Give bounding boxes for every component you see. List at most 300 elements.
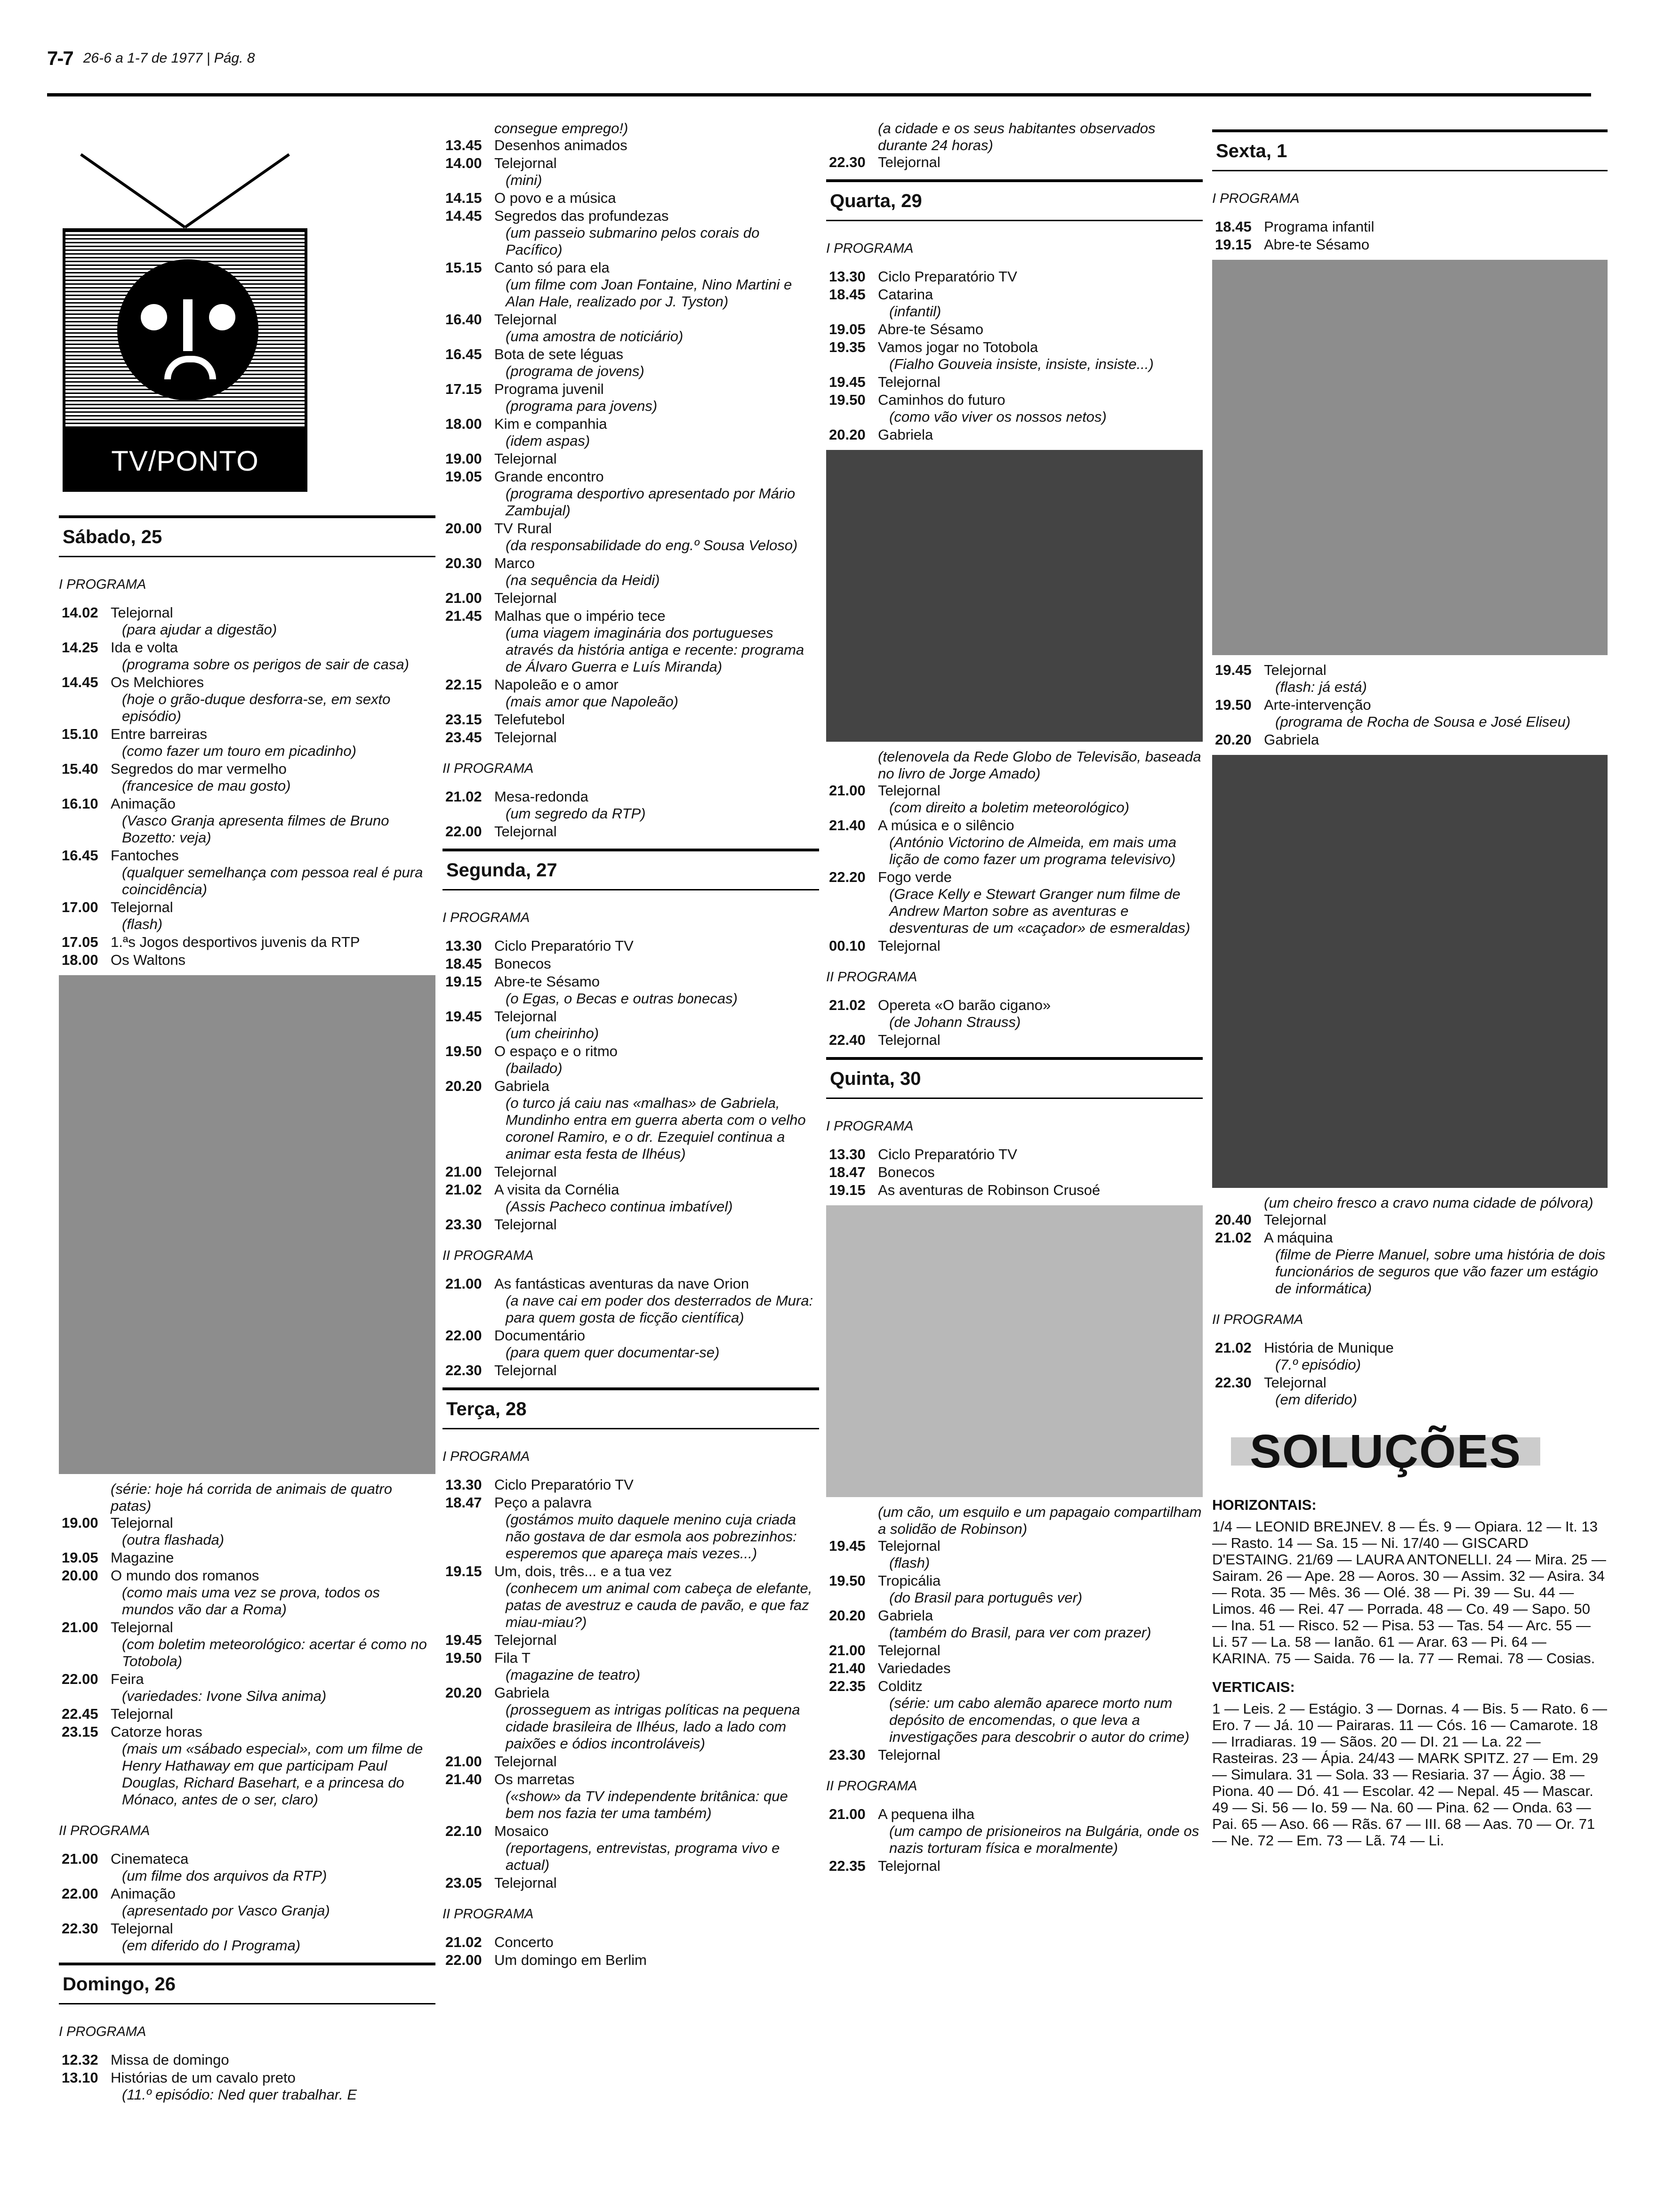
schedule-entry [1212, 662, 1608, 696]
schedule-entry [826, 286, 1203, 320]
entry-time: 14.15 [445, 190, 482, 206]
entry-time: 13.30 [829, 1146, 866, 1162]
schedule-entry [442, 1934, 819, 1951]
entry-time: 20.20 [1215, 731, 1252, 748]
entry-description: (flash) [122, 916, 163, 932]
entry-title: Vamos jogar no Totobola [878, 339, 1038, 355]
entry-time: 18.45 [1215, 218, 1252, 235]
entry-description: (o turco já caiu nas «malhas» de Gabriela, Mundinho entra em guerra aberta com o velho coronel Ramiro, e o dr. Ezequiel continua a animar esta festa de Ilhéus) [506, 1095, 806, 1162]
schedule-entry [442, 190, 819, 207]
entry-description: (Vasco Granja apresenta filmes de Bruno Bozetto: veja) [122, 812, 389, 846]
tv-ponto-label: TV/PONTO [63, 431, 307, 492]
entry-time: 18.45 [829, 286, 866, 303]
entry-title: Programa juvenil [494, 381, 604, 397]
entry-title: Fantoches [111, 847, 179, 864]
entry-time: 19.35 [829, 339, 866, 355]
list-quinta-2 [826, 1538, 1203, 1763]
entry-time: 22.40 [829, 1032, 866, 1048]
entry-title: Catorze horas [111, 1723, 202, 1740]
entry-description: (a nave cai em poder dos desterrados de Mura: para quem gosta de ficção científica) [506, 1292, 813, 1326]
schedule-entry [826, 154, 1203, 171]
photo-caption: (um cão, um esquilo e um papagaio compartilham a solidão de Robinson) [878, 1504, 1202, 1537]
entry-title: O mundo dos romanos [111, 1567, 259, 1584]
schedule-entry [826, 1146, 1203, 1163]
entry-time: 22.00 [62, 1885, 98, 1902]
entry-description: (apresentado por Vasco Granja) [122, 1902, 330, 1919]
schedule-entry [442, 311, 819, 345]
schedule-entry [442, 1362, 819, 1379]
entry-time: 23.15 [62, 1723, 98, 1740]
schedule-entry [442, 1327, 819, 1361]
entry-time: 19.50 [445, 1650, 482, 1666]
entry-title: Telejornal [494, 450, 557, 467]
schedule-entry [442, 555, 819, 589]
schedule-entry [442, 1494, 819, 1562]
schedule-entry [59, 795, 435, 846]
schedule-entry [442, 416, 819, 449]
entry-time: 22.00 [62, 1671, 98, 1687]
entry-title: Catarina [878, 286, 933, 303]
entry-time: 12.32 [62, 2052, 98, 2068]
entry-title: Abre-te Sésamo [494, 973, 600, 990]
entry-title: Ciclo Preparatório TV [878, 1146, 1017, 1162]
entry-title: Telejornal [494, 155, 557, 171]
schedule-entry [59, 674, 435, 725]
schedule-entry [59, 934, 435, 951]
entry-title: Variedades [878, 1660, 951, 1676]
entry-title: Telejornal [878, 1538, 941, 1554]
entry-description: (António Victorino de Almeida, em mais uma lição de como fazer um programa televisivo) [889, 834, 1176, 867]
entry-time: 21.02 [445, 1934, 482, 1950]
schedule-entry [442, 208, 819, 258]
day-heading-domingo: Domingo, 26 [59, 1963, 435, 2004]
entry-time: 19.05 [62, 1549, 98, 1566]
schedule-entry [442, 1563, 819, 1631]
entry-title: Telejornal [878, 938, 941, 954]
entry-time: 22.10 [445, 1823, 482, 1839]
entry-title: Gabriela [878, 1607, 933, 1624]
column-4 [1212, 115, 1611, 1849]
antenna-right-icon [184, 153, 290, 229]
day-heading-segunda: Segunda, 27 [442, 849, 819, 890]
list-sexta-2 [1212, 662, 1608, 748]
entry-description: (flash) [889, 1555, 930, 1571]
entry-title: Peço a palavra [494, 1494, 592, 1511]
schedule-entry [442, 1875, 819, 1891]
entry-title: Opereta «O barão cigano» [878, 997, 1051, 1013]
entry-description: (um filme dos arquivos da RTP) [122, 1867, 327, 1884]
entry-time: 22.20 [829, 869, 866, 885]
programa-label: I PROGRAMA [1212, 191, 1300, 206]
entry-time: 18.00 [445, 416, 482, 432]
schedule-entry [442, 1181, 819, 1215]
entry-title: Gabriela [878, 426, 933, 443]
entry-title: Gabriela [494, 1684, 550, 1701]
schedule-entry [1212, 731, 1608, 748]
schedule-entry [442, 1216, 819, 1233]
schedule-entry [826, 392, 1203, 425]
entry-description: (Grace Kelly e Stewart Granger num filme de Andrew Marton sobre as aventuras e desventuras de um «caçador» de esmeraldas) [889, 886, 1190, 936]
entry-time: 18.00 [62, 952, 98, 968]
schedule-entry [442, 823, 819, 840]
entry-description: (um passeio submarino pelos corais do Pacífico) [506, 224, 760, 258]
entry-description: (Assis Pacheco continua imbatível) [506, 1198, 733, 1215]
entry-time: 19.45 [445, 1632, 482, 1648]
entry-title: Abre-te Sésamo [1264, 236, 1369, 253]
antenna-left-icon [80, 153, 186, 229]
entry-title: Caminhos do futuro [878, 392, 1005, 408]
schedule-entry [442, 788, 819, 822]
list-terca-1 [442, 1476, 819, 1891]
entry-time: 14.00 [445, 155, 482, 171]
entry-description: (na sequência da Heidi) [506, 572, 660, 588]
schedule-entry [826, 1538, 1203, 1571]
entry-title: A música e o silêncio [878, 817, 1014, 834]
schedule-entry [826, 1747, 1203, 1763]
schedule-entry [59, 2069, 435, 2103]
schedule-entry [442, 938, 819, 954]
schedule-entry [826, 1858, 1203, 1875]
entry-description: (gostámos muito daquele menino cuja criada não gostava de dar esmola aos pobrezinhos: esperemos que apareça mais vezes...) [506, 1511, 797, 1562]
schedule-entry [442, 1163, 819, 1180]
entry-title: Abre-te Sésamo [878, 321, 983, 337]
schedule-entry [826, 1572, 1203, 1606]
entry-time: 22.30 [445, 1362, 482, 1378]
entry-time: 21.00 [62, 1851, 98, 1867]
schedule-entry [59, 1619, 435, 1670]
entry-time: 13.30 [445, 938, 482, 954]
entry-description: (qualquer semelhança com pessoa real é pura coincidência) [122, 864, 423, 898]
entry-title: Telejornal [494, 1163, 557, 1180]
schedule-entry [59, 1549, 435, 1566]
schedule-entry [826, 1032, 1203, 1049]
entry-time: 20.00 [445, 520, 482, 537]
entry-time: 21.40 [829, 1660, 866, 1676]
entry-description: (uma viagem imaginária dos portugueses através da história antiga e recente: programa de Álvaro Guerra e Luís Miranda) [506, 625, 804, 675]
schedule-entry [442, 1632, 819, 1649]
entry-title: Programa infantil [1264, 218, 1375, 235]
entry-description: (programa para jovens) [506, 398, 658, 414]
schedule-entry [442, 1008, 819, 1042]
schedule-entry [826, 817, 1203, 868]
entry-title: Telejornal [878, 1747, 941, 1763]
entry-title: Mesa-redonda [494, 788, 588, 805]
schedule-entry [826, 339, 1203, 373]
entry-description: (com direito a boletim meteorológico) [889, 799, 1129, 816]
entry-description: (infantil) [889, 303, 941, 320]
entry-time: 21.02 [445, 788, 482, 805]
schedule-entry [826, 321, 1203, 338]
schedule-entry [826, 1806, 1203, 1857]
list-sabado-1 [59, 604, 435, 969]
entry-title: Entre barreiras [111, 726, 208, 742]
schedule-entry [826, 997, 1203, 1031]
entry-description: (com boletim meteorológico: acertar é como no Totobola) [122, 1636, 427, 1669]
entry-title: Tropicália [878, 1572, 941, 1589]
entry-title: Telejornal [494, 1753, 557, 1770]
entry-time: 23.30 [829, 1747, 866, 1763]
entry-title: Telejornal [494, 311, 557, 328]
sad-face-icon [117, 259, 258, 401]
entry-title: Telejornal [1264, 662, 1327, 678]
entry-description: (do Brasil para português ver) [889, 1589, 1083, 1606]
schedule-entry [442, 973, 819, 1007]
entry-description: («show» da TV independente britânica: que bem nos fazia ter uma também) [506, 1788, 788, 1821]
schedule-entry [442, 1952, 819, 1969]
entry-title: Desenhos animados [494, 137, 627, 153]
entry-time: 16.40 [445, 311, 482, 328]
entry-time: 19.45 [1215, 662, 1252, 678]
entry-title: Concerto [494, 1934, 554, 1950]
page-header [47, 47, 255, 70]
schedule-entry [59, 899, 435, 933]
list-sabado-2 [59, 1515, 435, 1808]
day-heading-sabado: Sábado, 25 [59, 515, 435, 557]
photo-puppets-sesamo [1212, 260, 1608, 655]
entry-title: As fantásticas aventuras da nave Orion [494, 1275, 749, 1292]
entry-time: 20.20 [829, 1607, 866, 1624]
schedule-entry [442, 1476, 819, 1493]
entry-time: 21.00 [829, 782, 866, 799]
schedule-entry [59, 761, 435, 794]
schedule-entry [826, 869, 1203, 937]
entry-title: Telejornal [494, 1362, 557, 1378]
entry-time: 15.15 [445, 259, 482, 276]
entry-description: (uma amostra de noticiário) [506, 328, 684, 345]
entry-title: A máquina [1264, 1229, 1333, 1246]
entry-time: 20.00 [62, 1567, 98, 1584]
entry-title: Telejornal [878, 1032, 941, 1048]
entry-description: (11.º episódio: Ned quer trabalhar. E [122, 2086, 357, 2103]
day-heading-terca: Terça, 28 [442, 1387, 819, 1429]
list-segunda-1 [442, 938, 819, 1233]
entry-time: 21.02 [445, 1181, 482, 1198]
schedule-entry [826, 1164, 1203, 1181]
entry-description: (flash: já está) [1275, 679, 1367, 695]
entry-description: (para quem quer documentar-se) [506, 1344, 720, 1361]
header-rule [47, 93, 1591, 96]
list-sexta-3 [1212, 1211, 1608, 1297]
schedule-entry [442, 608, 819, 675]
entry-time: 19.45 [829, 374, 866, 390]
schedule-entry [826, 938, 1203, 954]
programa-label: II PROGRAMA [442, 761, 534, 776]
list-sexta-1 [1212, 218, 1608, 253]
list-segunda-2 [442, 1275, 819, 1379]
entry-time: 19.15 [1215, 236, 1252, 253]
tv-screen-icon [63, 228, 307, 431]
entry-time: 16.45 [62, 847, 98, 864]
list-quinta-1 [826, 1146, 1203, 1199]
entry-title: Segredos do mar vermelho [111, 761, 287, 777]
schedule-entry [59, 952, 435, 969]
verticais-heading: VERTICAIS: [1212, 1679, 1295, 1695]
entry-time: 21.40 [445, 1771, 482, 1787]
entry-title: Telejornal [494, 1875, 557, 1891]
schedule-entry [442, 1275, 819, 1326]
schedule-entry [59, 1706, 435, 1723]
entry-description: (magazine de teatro) [506, 1667, 641, 1683]
schedule-entry [59, 604, 435, 638]
entry-title: Histórias de um cavalo preto [111, 2069, 296, 2086]
entry-time: 21.00 [829, 1806, 866, 1822]
entry-time: 21.00 [445, 1163, 482, 1180]
schedule-entry [442, 137, 819, 154]
entry-description: (um filme com Joan Fontaine, Nino Martini e Alan Hale, realizado por J. Tyston) [506, 276, 792, 310]
entry-time: 21.40 [829, 817, 866, 834]
entry-time: 18.47 [829, 1164, 866, 1180]
entry-description: (7.º episódio) [1275, 1356, 1361, 1373]
entry-description: (um segredo da RTP) [506, 805, 646, 822]
column-1 [59, 115, 435, 2104]
entry-description: (para ajudar a digestão) [122, 621, 277, 638]
programa-label: I PROGRAMA [442, 910, 530, 925]
list-terca-3 [826, 154, 1203, 171]
entry-description: (outra flashada) [122, 1531, 225, 1548]
entry-time: 21.00 [829, 1642, 866, 1659]
schedule-entry [442, 1771, 819, 1822]
schedule-entry [59, 2052, 435, 2068]
entry-description: (programa de jovens) [506, 363, 644, 379]
list-domingo-2 [442, 137, 819, 746]
entry-description: (também do Brasil, para ver com prazer) [889, 1624, 1151, 1641]
entry-description: (programa desportivo apresentado por Mário Zambujal) [506, 485, 796, 519]
entry-title: Telejornal [1264, 1374, 1327, 1391]
programa-label: II PROGRAMA [442, 1248, 534, 1263]
entry-title: Telejornal [878, 1642, 941, 1659]
photo-caption: (série: hoje há corrida de animais de quatro patas) [111, 1481, 392, 1514]
entry-title: O povo e a música [494, 190, 616, 206]
entry-description: (como fazer um touro em picadinho) [122, 743, 356, 759]
entry-title: Telejornal [878, 374, 941, 390]
entry-time: 23.45 [445, 729, 482, 745]
programa-label: I PROGRAMA [826, 1119, 914, 1134]
entry-time: 16.10 [62, 795, 98, 812]
entry-title: Telejornal [1264, 1211, 1327, 1228]
entry-description: (em diferido) [1275, 1391, 1357, 1408]
schedule-entry [826, 426, 1203, 443]
schedule-entry [442, 729, 819, 746]
entry-title: Telefutebol [494, 711, 565, 728]
entry-title: Telejornal [878, 782, 941, 799]
list-sabado-3 [59, 1851, 435, 1954]
entry-title: Ciclo Preparatório TV [878, 268, 1017, 285]
schedule-entry [442, 590, 819, 607]
schedule-entry [59, 1723, 435, 1808]
entry-description: (filme de Pierre Manuel, sobre uma história de dois funcionários de seguros que vão fazer um estágio de informática) [1275, 1246, 1606, 1297]
entry-title: Magazine [111, 1549, 174, 1566]
entry-time: 17.05 [62, 934, 98, 950]
list-quarta-2 [826, 782, 1203, 954]
entry-title: Bonecos [494, 955, 551, 972]
entry-title: Gabriela [1264, 731, 1319, 748]
tv-ponto-logo [63, 139, 307, 501]
entry-title: Ciclo Preparatório TV [494, 938, 634, 954]
schedule-entry [442, 259, 819, 310]
entry-description: (de Johann Strauss) [889, 1014, 1021, 1030]
entry-time: 19.15 [445, 1563, 482, 1579]
entry-time: 13.10 [62, 2069, 98, 2086]
entry-time: 21.00 [445, 1753, 482, 1770]
entry-time: 23.15 [445, 711, 482, 728]
entry-title: Telejornal [494, 1632, 557, 1648]
entry-time: 17.00 [62, 899, 98, 915]
entry-title: O espaço e o ritmo [494, 1043, 618, 1059]
entry-time: 20.40 [1215, 1211, 1252, 1228]
programa-label: II PROGRAMA [442, 1907, 534, 1922]
entry-description: (um cheirinho) [506, 1025, 599, 1042]
entry-title: Cinemateca [111, 1851, 189, 1867]
schedule-entry [442, 1753, 819, 1770]
entry-title: Fila T [494, 1650, 531, 1666]
entry-time: 13.45 [445, 137, 482, 153]
schedule-entry [442, 450, 819, 467]
schedule-entry [442, 955, 819, 972]
schedule-entry [1212, 1229, 1608, 1297]
entry-time: 21.00 [62, 1619, 98, 1635]
programa-label: II PROGRAMA [826, 1779, 917, 1794]
schedule-entry [442, 155, 819, 189]
programa-label: I PROGRAMA [59, 577, 146, 592]
entry-description: (como vão viver os nossos netos) [889, 409, 1107, 425]
entry-description: (o Egas, o Becas e outras bonecas) [506, 990, 738, 1007]
entry-description: (hoje o grão-duque desforra-se, em sexto episódio) [122, 691, 391, 724]
entry-title: Segredos das profundezas [494, 208, 669, 224]
day-heading-quarta: Quarta, 29 [826, 179, 1203, 221]
schedule-entry [826, 1182, 1203, 1199]
entry-time: 22.45 [62, 1706, 98, 1722]
entry-title: Fogo verde [878, 869, 952, 885]
entry-title: Animação [111, 795, 176, 812]
entry-title: TV Rural [494, 520, 552, 537]
entry-title: Mosaico [494, 1823, 549, 1839]
day-heading-sexta: Sexta, 1 [1212, 129, 1608, 171]
entry-description: (conhecem um animal com cabeça de elefante, patas de avestruz e cauda de pavão, e que faz miau-miau?) [506, 1580, 812, 1630]
programa-label: I PROGRAMA [442, 1449, 530, 1464]
entry-time: 20.30 [445, 555, 482, 571]
entry-title: Ciclo Preparatório TV [494, 1476, 634, 1493]
programa-label: II PROGRAMA [826, 970, 917, 985]
entry-time: 19.50 [829, 392, 866, 408]
schedule-entry [826, 1660, 1203, 1677]
entry-description: (mais um «sábado especial», com um filme de Henry Hathaway em que participam Paul Douglas, Richard Basehart, e a princesa do Mónaco, antes de o ser, claro) [122, 1740, 423, 1808]
entry-title: Os Waltons [111, 952, 186, 968]
solucoes-title: SOLUÇÕES [1231, 1437, 1540, 1466]
entry-time: 19.05 [445, 468, 482, 485]
list-domingo-3 [442, 788, 819, 840]
schedule-entry [1212, 236, 1608, 253]
entry-description: (prosseguem as intrigas políticas na pequena cidade brasileira de Ilhéus, lado a lado com paixões e ódios incontroláveis) [506, 1701, 800, 1752]
programa-label: I PROGRAMA [826, 241, 914, 256]
entry-title: Telejornal [878, 1858, 941, 1874]
entry-description: (Fialho Gouveia insiste, insiste, insiste...) [889, 356, 1154, 372]
programa-label: II PROGRAMA [1212, 1312, 1303, 1327]
schedule-entry [1212, 1339, 1608, 1373]
entry-time: 21.02 [1215, 1339, 1252, 1356]
entry-time: 19.50 [445, 1043, 482, 1059]
schedule-entry [442, 711, 819, 728]
schedule-entry [59, 726, 435, 760]
schedule-entry [59, 1885, 435, 1919]
entry-title: Telejornal [494, 729, 557, 745]
entry-title: A pequena ilha [878, 1806, 975, 1822]
entry-title: Marco [494, 555, 535, 571]
entry-time: 22.30 [62, 1920, 98, 1937]
entry-title: Ida e volta [111, 639, 178, 656]
schedule-entry [826, 374, 1203, 391]
photo-caption: (telenovela da Rede Globo de Televisão, baseada no livro de Jorge Amado) [878, 748, 1201, 782]
schedule-entry [1212, 697, 1608, 730]
